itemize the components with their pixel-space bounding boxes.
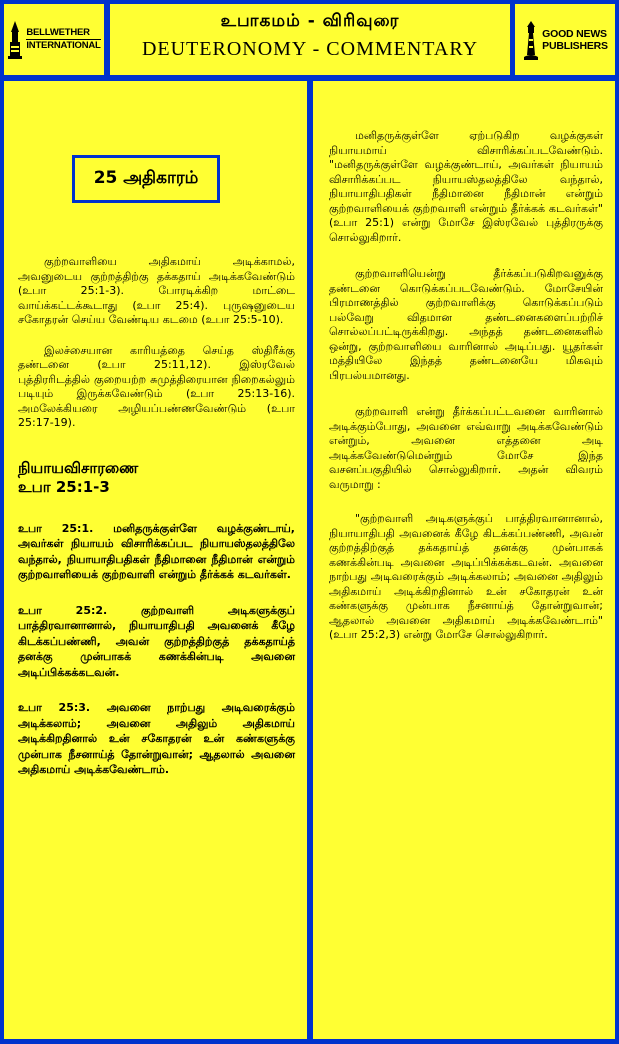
verse-paragraph: உபா 25:2. குற்றவாளி அடிகளுக்குப் பாத்திரவானானால், நியாயாதிபதி அவனைக் கீழே கிடக்கப்பண்ணி, அவன் குற்றத்திற்குத் தக்கதாய்த் தனக்கு முன்பாகக் கணக்கின்படி அவனை அடிப்பிக்கக்கடவன். [18,603,295,679]
section-title-line1: நியாயவிசாரணை [18,458,139,477]
commentary-paragraph: "குற்றவாளி அடிகளுக்குப் பாத்திரவானானால், நியாயாதிபதி அவனைக் கீழே கிடக்கப்பண்ணி, அவன் குற்றத்திற்குத் தக்கதாய்த் தனக்கு முன்பாகக் கணக்கின்படி அவனை அடிப்பிக்கக்கடவன். அவனை நாற்பது அடிவரைக்கும் அடிக்கலாம்; அவனை அதிலும் அதிகமாய் அடிக்கிறதினால் உன் சகோதரன் உன் கண்களுக்கு முன்பாக நீசனாய்த் தோன்றுவான்; ஆதலால் அவனை அதிகமாய் அடிக்கவேண்டாம்" (உபா 25:2,3) என்று மோசே சொல்லுகிறார். [329,512,603,641]
summary-paragraph: குற்றவாளியை அதிகமாய் அடிக்காமல், அவனுடைய குற்றத்திற்கு தக்கதாய் அடிக்கவேண்டும் (உபா 25:1-3). போரடிக்கிற மாட்டை வாய்க்கட்டக்கூடாது (உபா 25:4). புருஷனுடைய சகோதரன் செய்ய வேண்டிய கடமை (உபா 25:5-10). [18,255,295,326]
commentary-paragraph: குற்றவாளியென்று தீர்க்கப்படுகிறவனுக்கு தண்டனை கொடுக்கப்படவேண்டும். மோசேயின் பிரமாணத்தில் குற்றவாளிக்கு கொடுக்கப்படும் பல்வேறு விதமான தண்டனைகளைப்பற்றிச் சொல்லப்பட்டிருக்கிறது. அந்தத் தண்டனைகளில் ஒன்று, குற்றவாளியை வாரினால் அடிப்பது. யூதர்கள் மத்தியிலே இந்தத் தண்டனையே மிகவும் பிரபல்யமானது. [329,267,603,382]
logo-right-line1: GOOD NEWS [542,27,607,40]
section-title [18,459,295,497]
verse-paragraph: உபா 25:3. அவனை நாற்பது அடிவரைக்கும் அடிக்கலாம்; அவனை அதிலும் அதிகமாய் அடிக்கிறதினால் உன் சகோதரன் உன் கண்களுக்கு முன்பாக நீசனாய்த் தோன்றுவான்; ஆதலால் அவனை அதிகமாய் அடிக்கவேண்டாம். [18,701,295,776]
bellwether-logo-icon [7,20,23,60]
title-english: DEUTERONOMY - COMMENTARY [141,38,479,60]
logo-left-line1: BELLWETHER [26,27,100,40]
bellwether-logo [4,4,104,75]
lighthouse-logo-icon [522,19,540,61]
right-column [313,81,615,1039]
section-title-line2: உபா 25:1-3 [18,477,110,496]
chapter-heading: 25 அதிகாரம் [72,155,220,203]
commentary-paragraph: மனிதருக்குள்ளே ஏற்படுகிற வழக்குகள் நியாயமாய் விசாரிக்கப்படவேண்டும். "மனிதருக்குள்ளே வழக்குண்டாய், அவர்கள் நியாயம் விசாரிக்கப்பட நியாயஸ்தலத்திலே வந்தால், நியாயாதிபதிகள் நீதிமானை நீதிமான் என்றும் குற்றவாளியைக் குற்றவாளி என்றும் தீர்க்கக் கடவர்கள்" (உபா 25:1) என்று மோசே இஸ்ரவேல் புத்திரருக்கு சொல்லுகிறார். [329,129,603,244]
commentary-paragraph: குற்றவாளி என்று தீர்க்கப்பட்டவனை வாரினால் அடிக்கும்போது, அவனை எவ்வாறு அடிக்கவேண்டும் என்றும், அவனை எத்தனை அடி அடிக்கவேண்டுமென்றும் மோசே இந்த வசனப்பகுதியில் சொல்லுகிறார். அதன் விவரம் வருமாறு : [329,405,603,491]
logo-left-line2: INTERNATIONAL [26,40,101,51]
verse-paragraph: உபா 25:1. மனிதருக்குள்ளே வழக்குண்டாய், அவர்கள் நியாயம் விசாரிக்கப்பட நியாயஸ்தலத்திலே வந்தால், நியாயாதிபதிகள் நீதிமானை நீதிமான் என்றும் குற்றவாளியைக் குற்றவாளி என்றும் தீர்க்கக் கடவர்கள். [18,521,295,581]
title-tamil: உபாகமம் - விரிவுரை [220,11,400,31]
logo-right-line2: PUBLISHERS [542,39,608,52]
summary-paragraph: இலச்சையான காரியத்தை செய்த ஸ்திரீக்கு தண்டனை (உபா 25:11,12). இஸ்ரவேல் புத்திரரிடத்தில் குறையற்ற சுமுத்திரையான நிறைகல்லும் படியும் இருக்கவேண்டும் (உபா 25:13-16). அமலேக்கியரை அழியப்பண்ணவேண்டும் (உபா 25:17-19). [18,343,295,429]
good-news-logo [515,4,615,75]
left-column [4,81,307,1039]
page-header [110,4,510,75]
